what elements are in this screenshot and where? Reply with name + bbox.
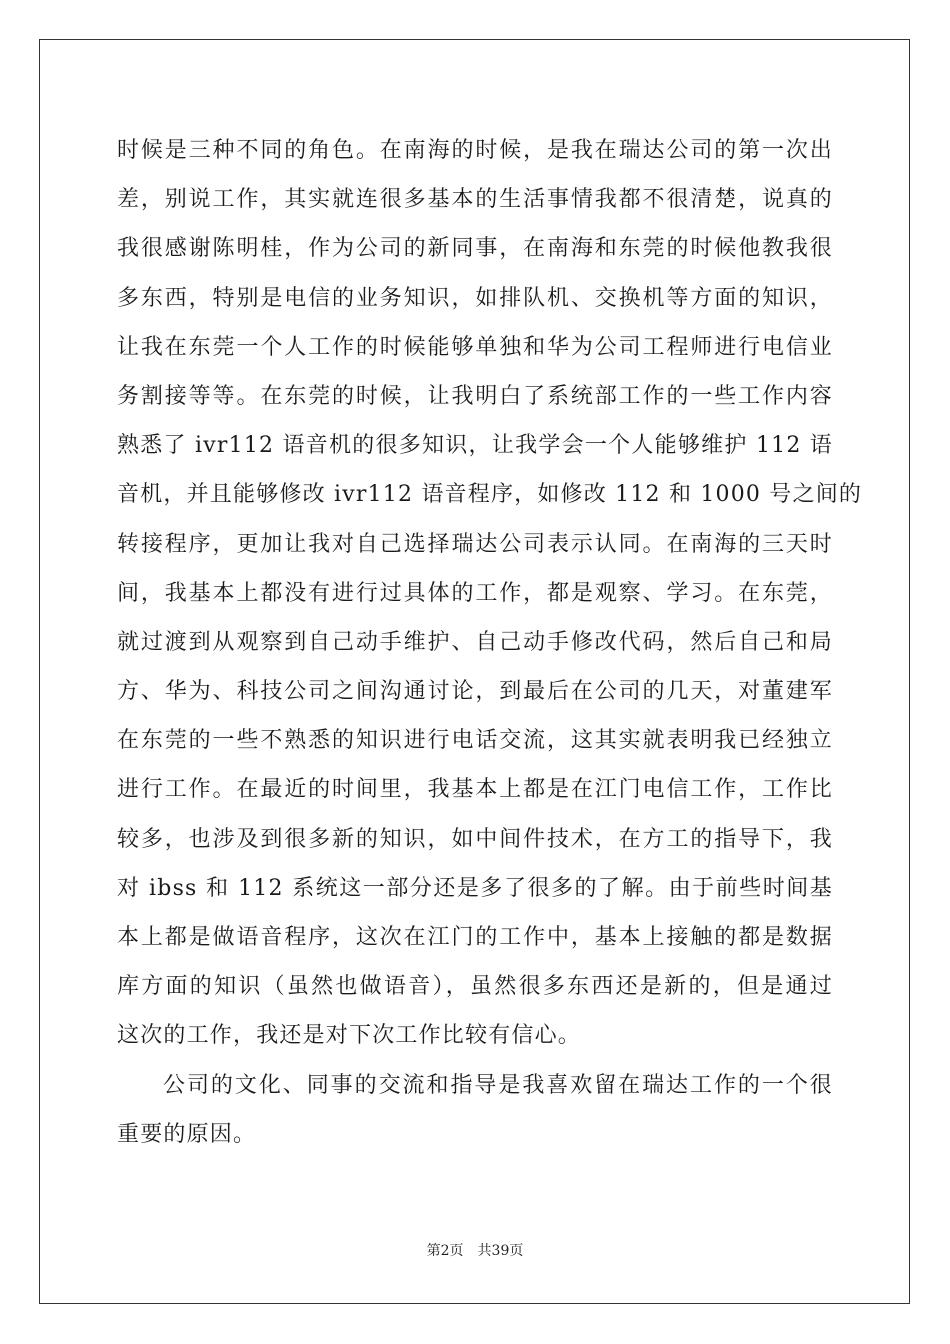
text-line: 这次的工作，我还是对下次工作比较有信心。 xyxy=(117,1023,582,1049)
text-line: 较多，也涉及到很多新的知识，如中间件技术，在方工的指导下，我 xyxy=(117,826,833,852)
text-line: 间，我基本上都没有进行过具体的工作，都是观察、学习。在东莞， xyxy=(117,580,833,606)
text-line: 多东西，特别是电信的业务知识，如排队机、交换机等方面的知识， xyxy=(117,285,833,311)
page-number: 第2页 xyxy=(426,1243,464,1259)
text-line: 我很感谢陈明桂，作为公司的新同事，在南海和东莞的时候他教我很 xyxy=(117,236,833,262)
page-footer xyxy=(0,1240,950,1260)
text-line: 熟悉了 ivr112 语音机的很多知识，让我学会一个人能够维护 112 语 xyxy=(117,433,833,459)
text-line: 务割接等等。在东莞的时候，让我明白了系统部工作的一些工作内容 xyxy=(117,383,833,409)
text-line: 就过渡到从观察到自己动手维护、自己动手修改代码，然后自己和局 xyxy=(117,629,833,655)
text-line: 在东莞的一些不熟悉的知识进行电话交流，这其实就表明我已经独立 xyxy=(117,728,833,754)
text-line: 让我在东莞一个人工作的时候能够单独和华为公司工程师进行电信业 xyxy=(117,334,833,360)
text-line: 对 ibss 和 112 系统这一部分还是多了很多的了解。由于前些时间基 xyxy=(117,875,833,901)
text-line: 时候是三种不同的角色。在南海的时候，是我在瑞达公司的第一次出 xyxy=(117,138,833,163)
text-line: 音机，并且能够修改 ivr112 语音程序，如修改 112 和 1000 号之间的 xyxy=(117,482,863,508)
text-line: 库方面的知识（虽然也做语音），虽然很多东西还是新的，但是通过 xyxy=(117,974,833,1000)
text-line: 转接程序，更加让我对自己选择瑞达公司表示认同。在南海的三天时 xyxy=(117,531,833,557)
document-body xyxy=(117,126,863,1159)
text-line: 差，别说工作，其实就连很多基本的生活事情我都不很清楚，说真的 xyxy=(117,187,833,213)
text-line: 方、华为、科技公司之间沟通讨论，到最后在公司的几天，对董建军 xyxy=(117,679,833,705)
text-line: 重要的原因。 xyxy=(117,1121,257,1147)
text-line: 进行工作。在最近的时间里，我基本上都是在江门电信工作，工作比 xyxy=(117,777,833,803)
page-total: 共39页 xyxy=(477,1243,524,1259)
paragraph-first-line: 公司的文化、同事的交流和指导是我喜欢留在瑞达工作的一个很 xyxy=(163,1072,833,1098)
text-line: 本上都是做语音程序，这次在江门的工作中，基本上接触的都是数据 xyxy=(117,925,833,950)
